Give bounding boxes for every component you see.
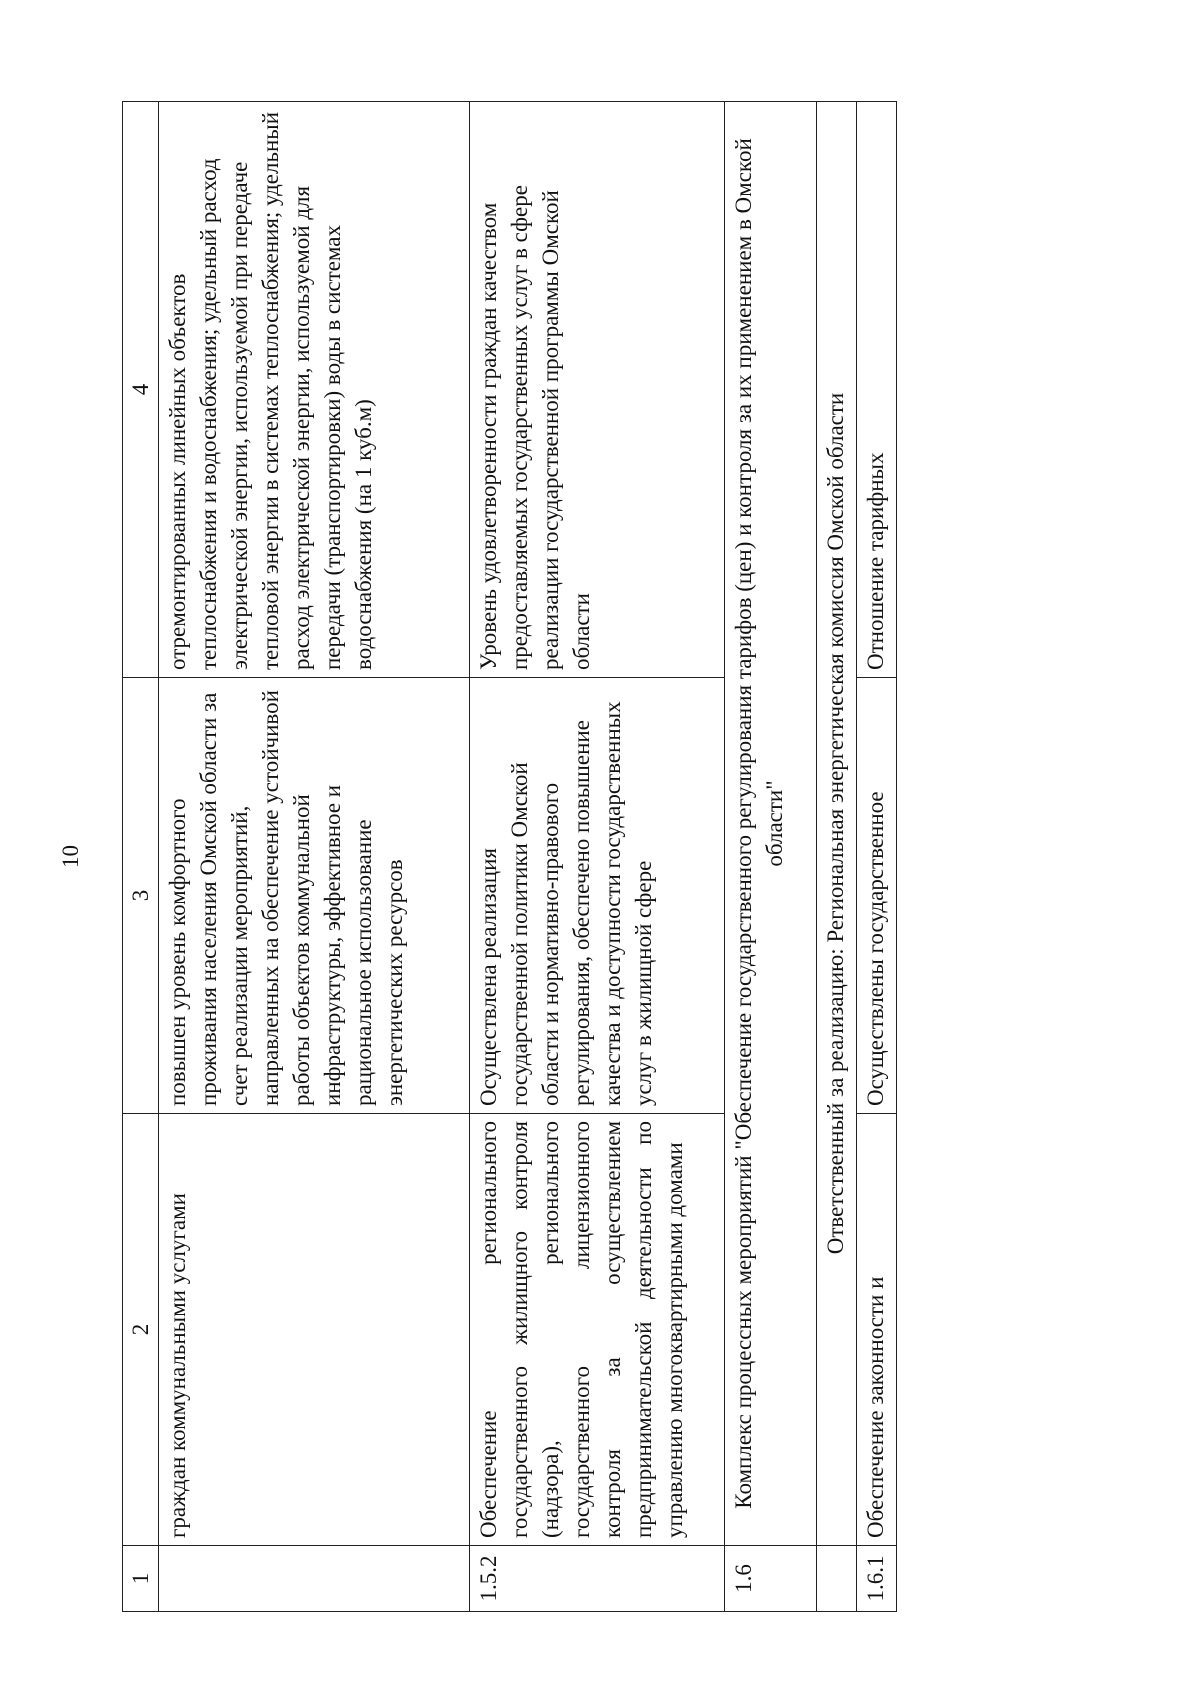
row-title: Обеспечение регионального государственного жилищного контроля (надзора), регионального государственного лицензионного контроля за осуществлением предпринимательской деятельности по управлению многоквартирными домами [470,1114,725,1546]
table-row [857,102,897,1612]
row-number: 1.6.1 [857,1546,897,1612]
table-row [470,102,725,1612]
row-indicator: Уровень удовлетворенности граждан качеством предоставляемых государственных услуг в сфере реализации государственной программы Омской области [470,102,725,678]
header-cell-3: 3 [123,678,159,1114]
table-header-row [123,102,159,1612]
responsible-row [817,102,857,1612]
row-title: граждан коммунальными услугами [159,1114,470,1546]
section-title: Комплекс процессных мероприятий "Обеспечение государственного регулирования тарифов (цен) и контроля за их применением в Омской области" [725,102,817,1546]
table-row [159,102,470,1612]
section-number: 1.6 [725,1546,817,1612]
row-indicator: Отношение тарифных [857,102,897,678]
row-title: Обеспечение законности и [857,1114,897,1546]
page-number: 10 [58,845,83,868]
section-row [725,102,817,1612]
responsible-text: Ответственный за реализацию: Региональная энергетическая комиссия Омской области [817,102,857,1546]
rotated-page-content [122,102,1182,1612]
row-result: повышен уровень комфортного проживания населения Омской области за счет реализации мероприятий, направленных на обеспечение устойчивой работы объектов коммунальной инфраструктуры, эффективное и рациональное использование энергетических ресурсов [159,678,470,1114]
row-indicator: отремонтированных линейных объектов теплоснабжения и водоснабжения; удельный расход электрической энергии, используемой при передаче тепловой энергии в системах теплоснабжения; удельный расход электрической энергии, используемой для передачи (транспортировки) воды в системах водоснабжения (на 1 куб.м) [159,102,470,678]
row-result: Осуществлены государственное [857,678,897,1114]
row-result: Осуществлена реализация государственной политики Омской области и нормативно-правового регулирования, обеспечено повышение качества и доступности государственных услуг в жилищной сфере [470,678,725,1114]
header-cell-4: 4 [123,102,159,678]
row-number [159,1546,470,1612]
row-number: 1.5.2 [470,1546,725,1612]
program-table [122,101,897,1612]
header-cell-2: 2 [123,1114,159,1546]
header-cell-1: 1 [123,1546,159,1612]
empty-cell [817,1546,857,1612]
